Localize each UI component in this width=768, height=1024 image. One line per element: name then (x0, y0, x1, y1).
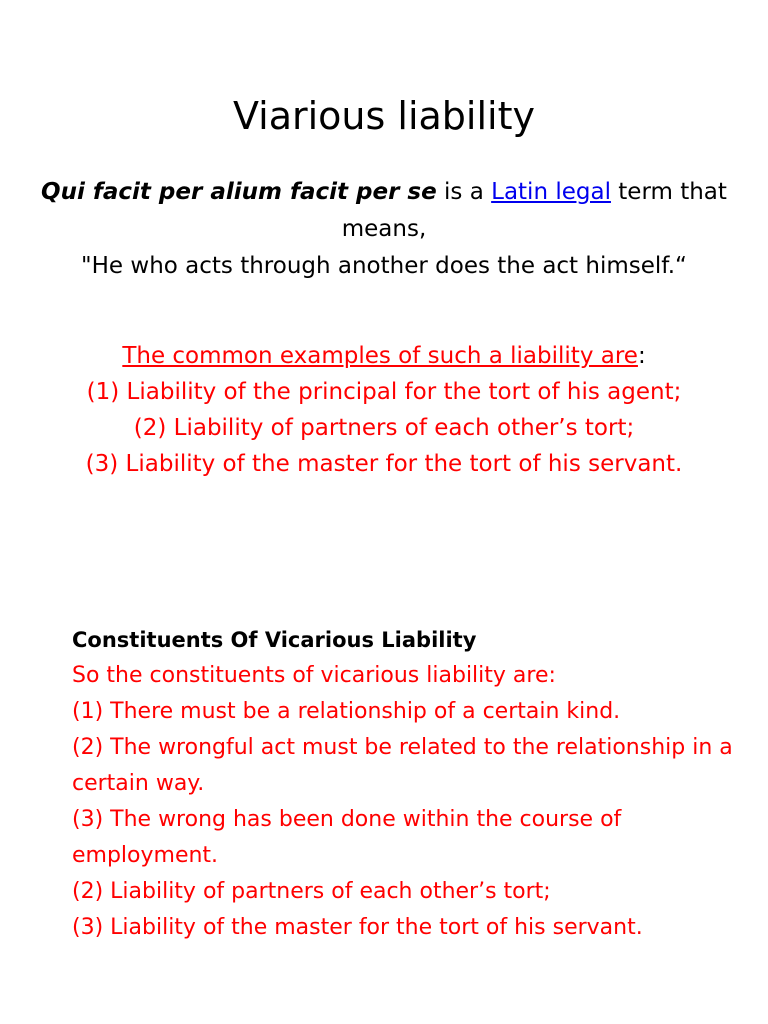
examples-heading-colon: : (637, 343, 646, 369)
constituents-line-5: (2) Liability of partners of each other’s tort; (72, 879, 551, 904)
intro-after-link: term that means, (341, 179, 727, 242)
constituents-heading: Constituents Of Vicarious Liability (72, 628, 477, 652)
intro-connector: is a (436, 179, 492, 205)
example-item-1: (1) Liability of the principal for the tort of his agent; (86, 379, 682, 405)
constituents-line-3: (2) The wrongful act must be related to the relationship in a certain way. (72, 735, 733, 796)
examples-heading (10, 338, 758, 374)
constituents-section (72, 622, 752, 946)
examples-heading-text: The common examples of such a liability are (122, 343, 638, 369)
examples-section (10, 338, 758, 482)
constituents-line-6: (3) Liability of the master for the tort of his servant. (72, 915, 643, 940)
constituents-line-1: So the constituents of vicarious liability are: (72, 663, 556, 688)
latin-legal-link[interactable]: Latin legal (491, 179, 611, 205)
example-item-2: (2) Liability of partners of each other’s tort; (133, 415, 635, 441)
intro-paragraph (30, 174, 738, 285)
constituents-line-4: (3) The wrong has been done within the course of employment. (72, 807, 622, 868)
page-title: Viarious liability (233, 94, 535, 138)
intro-quote: "He who acts through another does the act himself.“ (81, 253, 687, 279)
latin-term: Qui facit per alium facit per se (41, 179, 437, 205)
example-item-3: (3) Liability of the master for the tort of his servant. (85, 451, 683, 477)
constituents-line-2: (1) There must be a relationship of a certain kind. (72, 699, 621, 724)
